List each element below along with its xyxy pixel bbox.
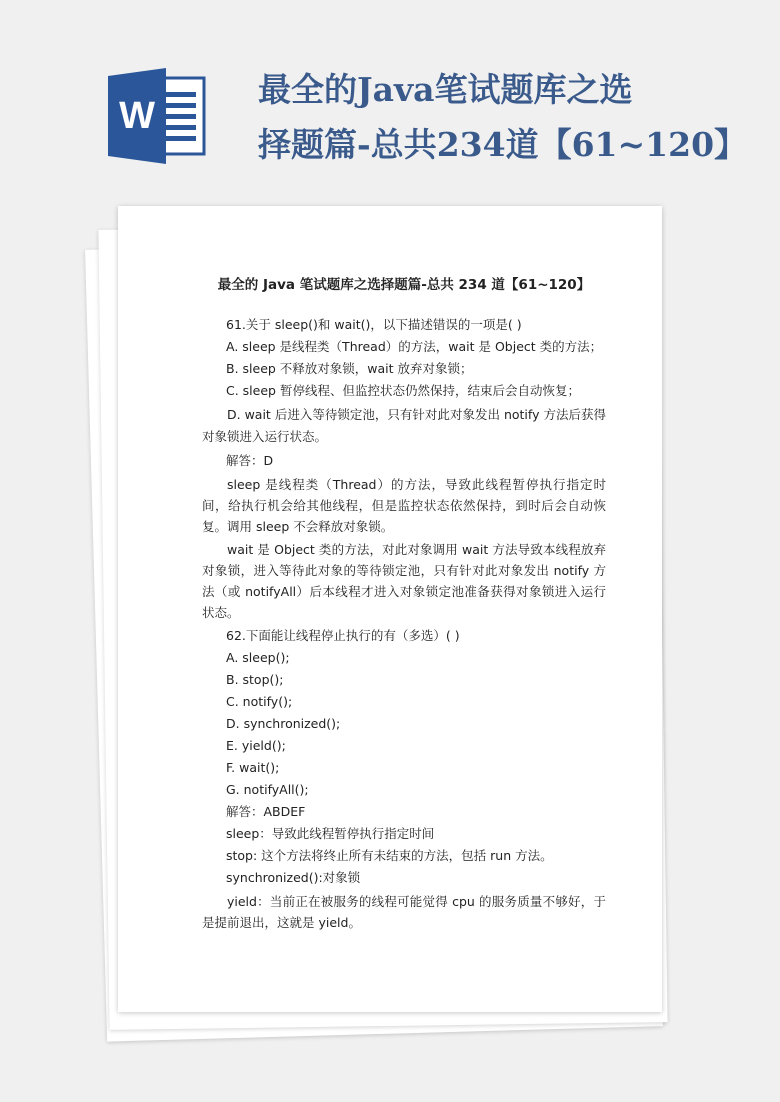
q62-explanation-yield: yield：当前正在被服务的线程可能觉得 cpu 的服务质量不够好，于是提前退出，这就是 yield。	[202, 894, 606, 930]
document-title: 最全的 Java 笔试题库之选择题篇-总共 234 道【61~120】	[217, 277, 591, 293]
page-header	[0, 0, 780, 200]
question-62: 62.下面能让线程停止执行的有（多选）( )	[226, 628, 460, 643]
q61-option-d: D. wait 后进入等待锁定池，只有针对此对象发出 notify 方法后获得对象锁进入运行状态。	[202, 407, 606, 444]
word-icon-letter: W	[119, 95, 155, 137]
document-content	[202, 314, 606, 933]
q62-option-b: B. stop();	[226, 672, 284, 687]
q61-explanation-wait: wait 是 Object 类的方法，对此对象调用 wait 方法导致本线程放弃对象锁，进入等待此对象的等待锁定池，只有针对此对象发出 notify 方法（或 notifyAll）后本线程才进入对象锁定池准备获得对象锁进入运行状态。	[202, 542, 606, 620]
document-page	[118, 206, 662, 1012]
q62-option-c: C. notify();	[226, 694, 293, 709]
page-title	[258, 62, 758, 172]
q62-explanation-synchronized: synchronized():对象锁	[226, 870, 361, 885]
word-document-icon	[108, 68, 208, 164]
page-title-line-1: 最全的Java笔试题库之选	[258, 70, 633, 109]
q62-option-d: D. synchronized();	[226, 716, 341, 731]
q62-option-f: F. wait();	[226, 760, 280, 775]
q62-explanation-sleep: sleep：导致此线程暂停执行指定时间	[226, 826, 435, 841]
page-title-line-2: 择题篇-总共234道【61~120】	[258, 125, 748, 164]
q62-explanation-stop: stop: 这个方法将终止所有未结束的方法，包括 run 方法。	[226, 848, 553, 863]
question-61: 61.关于 sleep()和 wait()，以下描述错误的一项是( )	[226, 317, 522, 332]
q62-option-g: G. notifyAll();	[226, 782, 309, 797]
q62-option-e: E. yield();	[226, 738, 286, 753]
q61-option-c: C. sleep 暂停线程、但监控状态仍然保持，结束后会自动恢复；	[226, 383, 580, 398]
q61-option-a: A. sleep 是线程类（Thread）的方法，wait 是 Object 类的方法；	[226, 339, 603, 354]
q61-explanation-sleep: sleep 是线程类（Thread）的方法，导致此线程暂停执行指定时间，给执行机会给其他线程，但是监控状态依然保持，到时后会自动恢复。调用 sleep 不会释放对象锁。	[202, 477, 606, 534]
q61-answer: 解答：D	[226, 453, 274, 468]
q61-option-b: B. sleep 不释放对象锁，wait 放弃对象锁；	[226, 361, 473, 376]
q62-option-a: A. sleep();	[226, 650, 290, 665]
q62-answer: 解答：ABDEF	[226, 804, 306, 819]
